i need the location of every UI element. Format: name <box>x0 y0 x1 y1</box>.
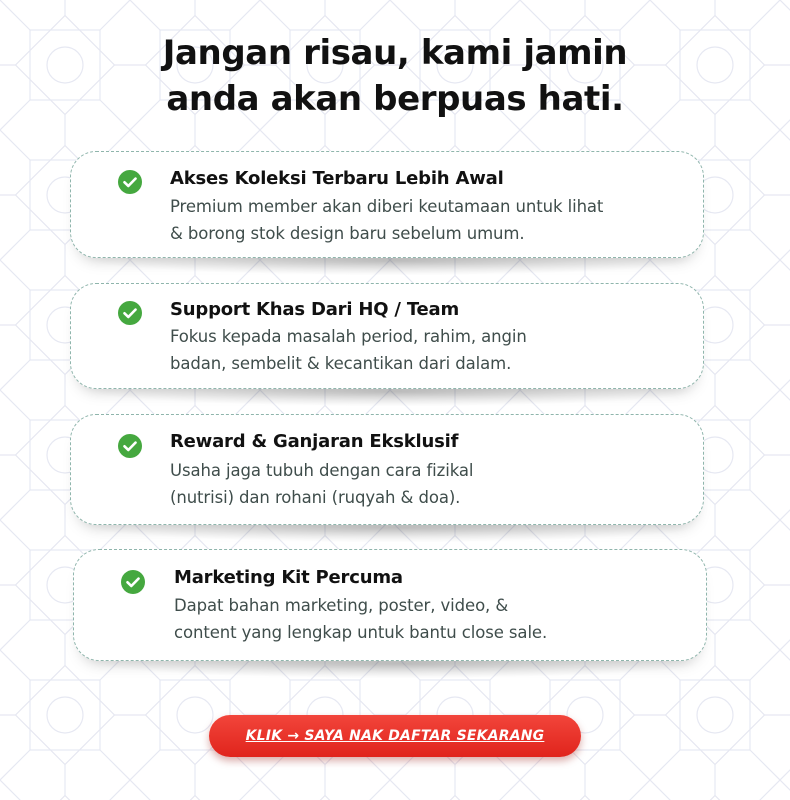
benefit-card-hq-support <box>70 283 704 389</box>
benefit-description-line: Fokus kepada masalah period, rahim, angin <box>170 327 527 346</box>
register-now-button[interactable]: KLIK → SAYA NAK DAFTAR SEKARANG <box>209 715 581 757</box>
check-circle-icon <box>118 301 142 325</box>
benefit-card-exclusive-reward <box>70 414 704 525</box>
benefit-description <box>174 592 547 646</box>
benefit-description-line: Premium member akan diberi keutamaan untuk lihat <box>170 197 604 216</box>
benefit-card-marketing-kit <box>73 549 707 661</box>
benefit-title: Support Khas Dari HQ / Team <box>170 299 460 320</box>
headline-line-2: anda akan berpuas hati. <box>166 79 624 119</box>
benefit-description-line: content yang lengkap untuk bantu close sale. <box>174 623 548 642</box>
benefit-description <box>170 457 473 511</box>
benefit-description-line: badan, sembelit & kecantikan dari dalam. <box>170 354 512 373</box>
benefit-description-line: & borong stok design baru sebelum umum. <box>170 224 525 243</box>
benefit-description-line: Usaha jaga tubuh dengan cara fizikal <box>170 461 474 480</box>
page-headline <box>0 30 790 122</box>
benefit-title: Reward & Ganjaran Eksklusif <box>170 431 459 452</box>
benefit-title: Akses Koleksi Terbaru Lebih Awal <box>170 168 504 189</box>
benefit-description-line: Dapat bahan marketing, poster, video, & <box>174 596 509 615</box>
check-circle-icon <box>118 170 142 194</box>
benefit-card-early-access <box>70 151 704 258</box>
benefit-description <box>170 323 527 377</box>
check-circle-icon <box>118 434 142 458</box>
benefit-description <box>170 193 603 247</box>
headline-line-1: Jangan risau, kami jamin <box>162 33 628 73</box>
benefit-description-line: (nutrisi) dan rohani (ruqyah & doa). <box>170 488 461 507</box>
check-circle-icon <box>121 570 145 594</box>
benefit-title: Marketing Kit Percuma <box>174 567 403 588</box>
